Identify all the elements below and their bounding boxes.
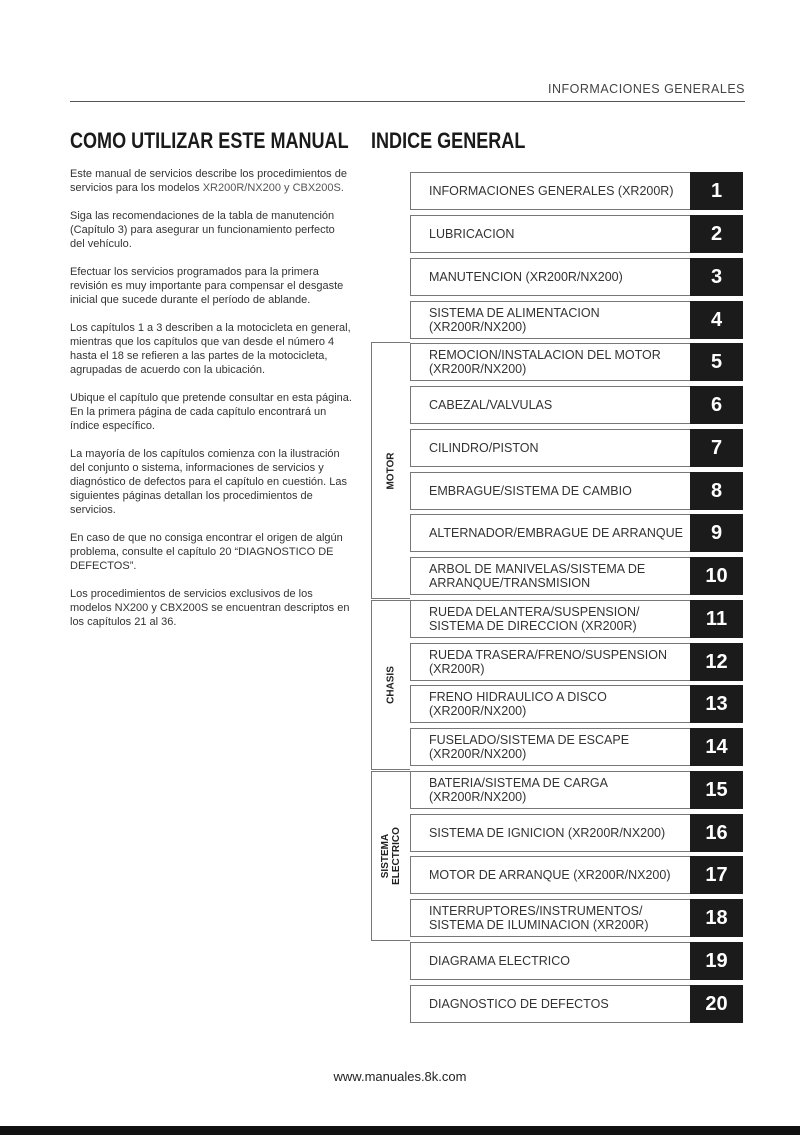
chapter-number: 17 bbox=[690, 856, 743, 894]
chapter-number: 20 bbox=[690, 985, 743, 1023]
footer-url[interactable]: www.manuales.8k.com bbox=[333, 1069, 467, 1084]
chapter-title: FRENO HIDRAULICO A DISCO (XR200R/NX200) bbox=[429, 690, 607, 718]
chapter-row[interactable] bbox=[410, 685, 743, 723]
chapter-title: CILINDRO/PISTON bbox=[429, 441, 539, 455]
chapter-row[interactable] bbox=[410, 172, 743, 210]
chapter-number: 10 bbox=[690, 557, 743, 595]
chapter-row[interactable] bbox=[410, 386, 743, 424]
chapter-number: 3 bbox=[690, 258, 743, 296]
chapter-row[interactable] bbox=[410, 856, 743, 894]
chapter-title: FUSELADO/SISTEMA DE ESCAPE (XR200R/NX200) bbox=[429, 733, 630, 761]
left-column-title: COMO UTILIZAR ESTE MANUAL bbox=[70, 128, 349, 153]
chapter-title: INTERRUPTORES/INSTRUMENTOS/ SISTEMA DE ILUMINACION (XR200R) bbox=[429, 904, 649, 932]
chapter-title: MOTOR DE ARRANQUE (XR200R/NX200) bbox=[429, 868, 671, 882]
paragraph: Ubique el capítulo que pretende consultar en esta página. En la primera página de cada capítulo encontrará un índice específico. bbox=[70, 392, 352, 432]
chapter-number: 8 bbox=[690, 472, 743, 510]
group-motor bbox=[371, 342, 410, 599]
paragraph: Los procedimientos de servicios exclusivos de los modelos NX200 y CBX200S se encuentran descriptos en los capítulos 21 al 36. bbox=[70, 588, 350, 628]
chapter-number: 2 bbox=[690, 215, 743, 253]
chapter-number: 12 bbox=[690, 643, 743, 681]
group-label-motor: MOTOR bbox=[385, 451, 397, 490]
chapter-number: 5 bbox=[690, 343, 743, 381]
chapter-title: RUEDA TRASERA/FRENO/SUSPENSION (XR200R) bbox=[429, 648, 668, 676]
index-title: INDICE GENERAL bbox=[371, 128, 526, 153]
chapter-number: 11 bbox=[690, 600, 743, 638]
chapter-row[interactable] bbox=[410, 643, 743, 681]
paragraph: Siga las recomendaciones de la tabla de manutención (Capítulo 3) para asegurar un funcionamiento perfecto del vehículo. bbox=[70, 210, 335, 250]
chapter-number: 4 bbox=[690, 301, 743, 339]
chapter-row[interactable] bbox=[410, 899, 743, 937]
chapter-title: ARBOL DE MANIVELAS/SISTEMA DE ARRANQUE/TRANSMISION bbox=[429, 562, 646, 590]
chapter-row[interactable] bbox=[410, 814, 743, 852]
chapter-row[interactable] bbox=[410, 600, 743, 638]
chapter-row[interactable] bbox=[410, 942, 743, 980]
chapter-row[interactable] bbox=[410, 514, 743, 552]
group-label-chasis: CHASIS bbox=[385, 666, 397, 704]
chapter-title: RUEDA DELANTERA/SUSPENSION/ SISTEMA DE DIRECCION (XR200R) bbox=[429, 605, 640, 633]
group-label-electrico bbox=[380, 827, 402, 885]
chapter-row[interactable] bbox=[410, 771, 743, 809]
paragraph: Efectuar los servicios programados para la primera revisión es muy importante para compensar el desgaste inicial que sucede durante el período de ablande. bbox=[70, 266, 344, 306]
chapter-title: EMBRAGUE/SISTEMA DE CAMBIO bbox=[429, 484, 632, 498]
paragraph-text: Este manual de servicios describe los procedimientos de servicios para los modelos bbox=[70, 168, 347, 194]
group-electrico bbox=[371, 771, 410, 941]
chapter-title: REMOCION/INSTALACION DEL MOTOR (XR200R/NX200) bbox=[429, 348, 661, 376]
chapter-title: LUBRICACION bbox=[429, 227, 515, 241]
paragraph: Los capítulos 1 a 3 describen a la motocicleta en general, mientras que los capítulos que van desde el número 4 hasta el 18 se refieren a las partes de la motocicleta, agrupadas de acuerdo con la ubicación. bbox=[70, 322, 351, 376]
chapter-title: ALTERNADOR/EMBRAGUE DE ARRANQUE bbox=[429, 526, 683, 540]
chapter-title: CABEZAL/VALVULAS bbox=[429, 398, 553, 412]
group-chasis bbox=[371, 600, 410, 770]
chapter-title: MANUTENCION (XR200R/NX200) bbox=[429, 270, 623, 284]
chapter-title: INFORMACIONES GENERALES (XR200R) bbox=[429, 184, 674, 198]
paragraph: La mayoría de los capítulos comienza con la ilustración del conjunto o sistema, informaciones de servicios y diagnóstico de defectos para el capítulo en cuestión. Las siguientes páginas detallan los procedimientos de servicios. bbox=[70, 448, 348, 516]
chapter-row[interactable] bbox=[410, 472, 743, 510]
chapter-number: 13 bbox=[690, 685, 743, 723]
bottom-bar bbox=[0, 1126, 800, 1135]
chapter-title: SISTEMA DE IGNICION (XR200R/NX200) bbox=[429, 826, 666, 840]
chapter-title: SISTEMA DE ALIMENTACION (XR200R/NX200) bbox=[429, 306, 600, 334]
chapter-number: 9 bbox=[690, 514, 743, 552]
chapter-title: DIAGRAMA ELECTRICO bbox=[429, 954, 570, 968]
chapter-row[interactable] bbox=[410, 557, 743, 595]
chapter-row[interactable] bbox=[410, 215, 743, 253]
chapter-number: 6 bbox=[690, 386, 743, 424]
group-label-line: SISTEMA bbox=[380, 833, 391, 879]
chapter-number: 15 bbox=[690, 771, 743, 809]
chapter-number: 1 bbox=[690, 172, 743, 210]
chapter-row[interactable] bbox=[410, 343, 743, 381]
chapter-number: 7 bbox=[690, 429, 743, 467]
chapter-row[interactable] bbox=[410, 258, 743, 296]
paragraph: En caso de que no consiga encontrar el origen de algún problema, consulte el capítulo 20 “DIAGNOSTICO DE DEFECTOS”. bbox=[70, 532, 343, 572]
instructions-column bbox=[70, 167, 352, 643]
chapter-title: DIAGNOSTICO DE DEFECTOS bbox=[429, 997, 609, 1011]
chapter-number: 14 bbox=[690, 728, 743, 766]
chapter-title: BATERIA/SISTEMA DE CARGA (XR200R/NX200) bbox=[429, 776, 608, 804]
chapter-number: 16 bbox=[690, 814, 743, 852]
header-divider bbox=[70, 101, 745, 102]
section-header: INFORMACIONES GENERALES bbox=[548, 82, 745, 96]
chapter-row[interactable] bbox=[410, 985, 743, 1023]
model-list: XR200R/NX200 y CBX200S. bbox=[202, 182, 344, 194]
group-label-line: ELECTRICO bbox=[391, 827, 402, 885]
chapter-row[interactable] bbox=[410, 429, 743, 467]
chapter-row[interactable] bbox=[410, 728, 743, 766]
chapter-row[interactable] bbox=[410, 301, 743, 339]
chapter-number: 19 bbox=[690, 942, 743, 980]
chapter-number: 18 bbox=[690, 899, 743, 937]
paragraph bbox=[70, 167, 352, 195]
